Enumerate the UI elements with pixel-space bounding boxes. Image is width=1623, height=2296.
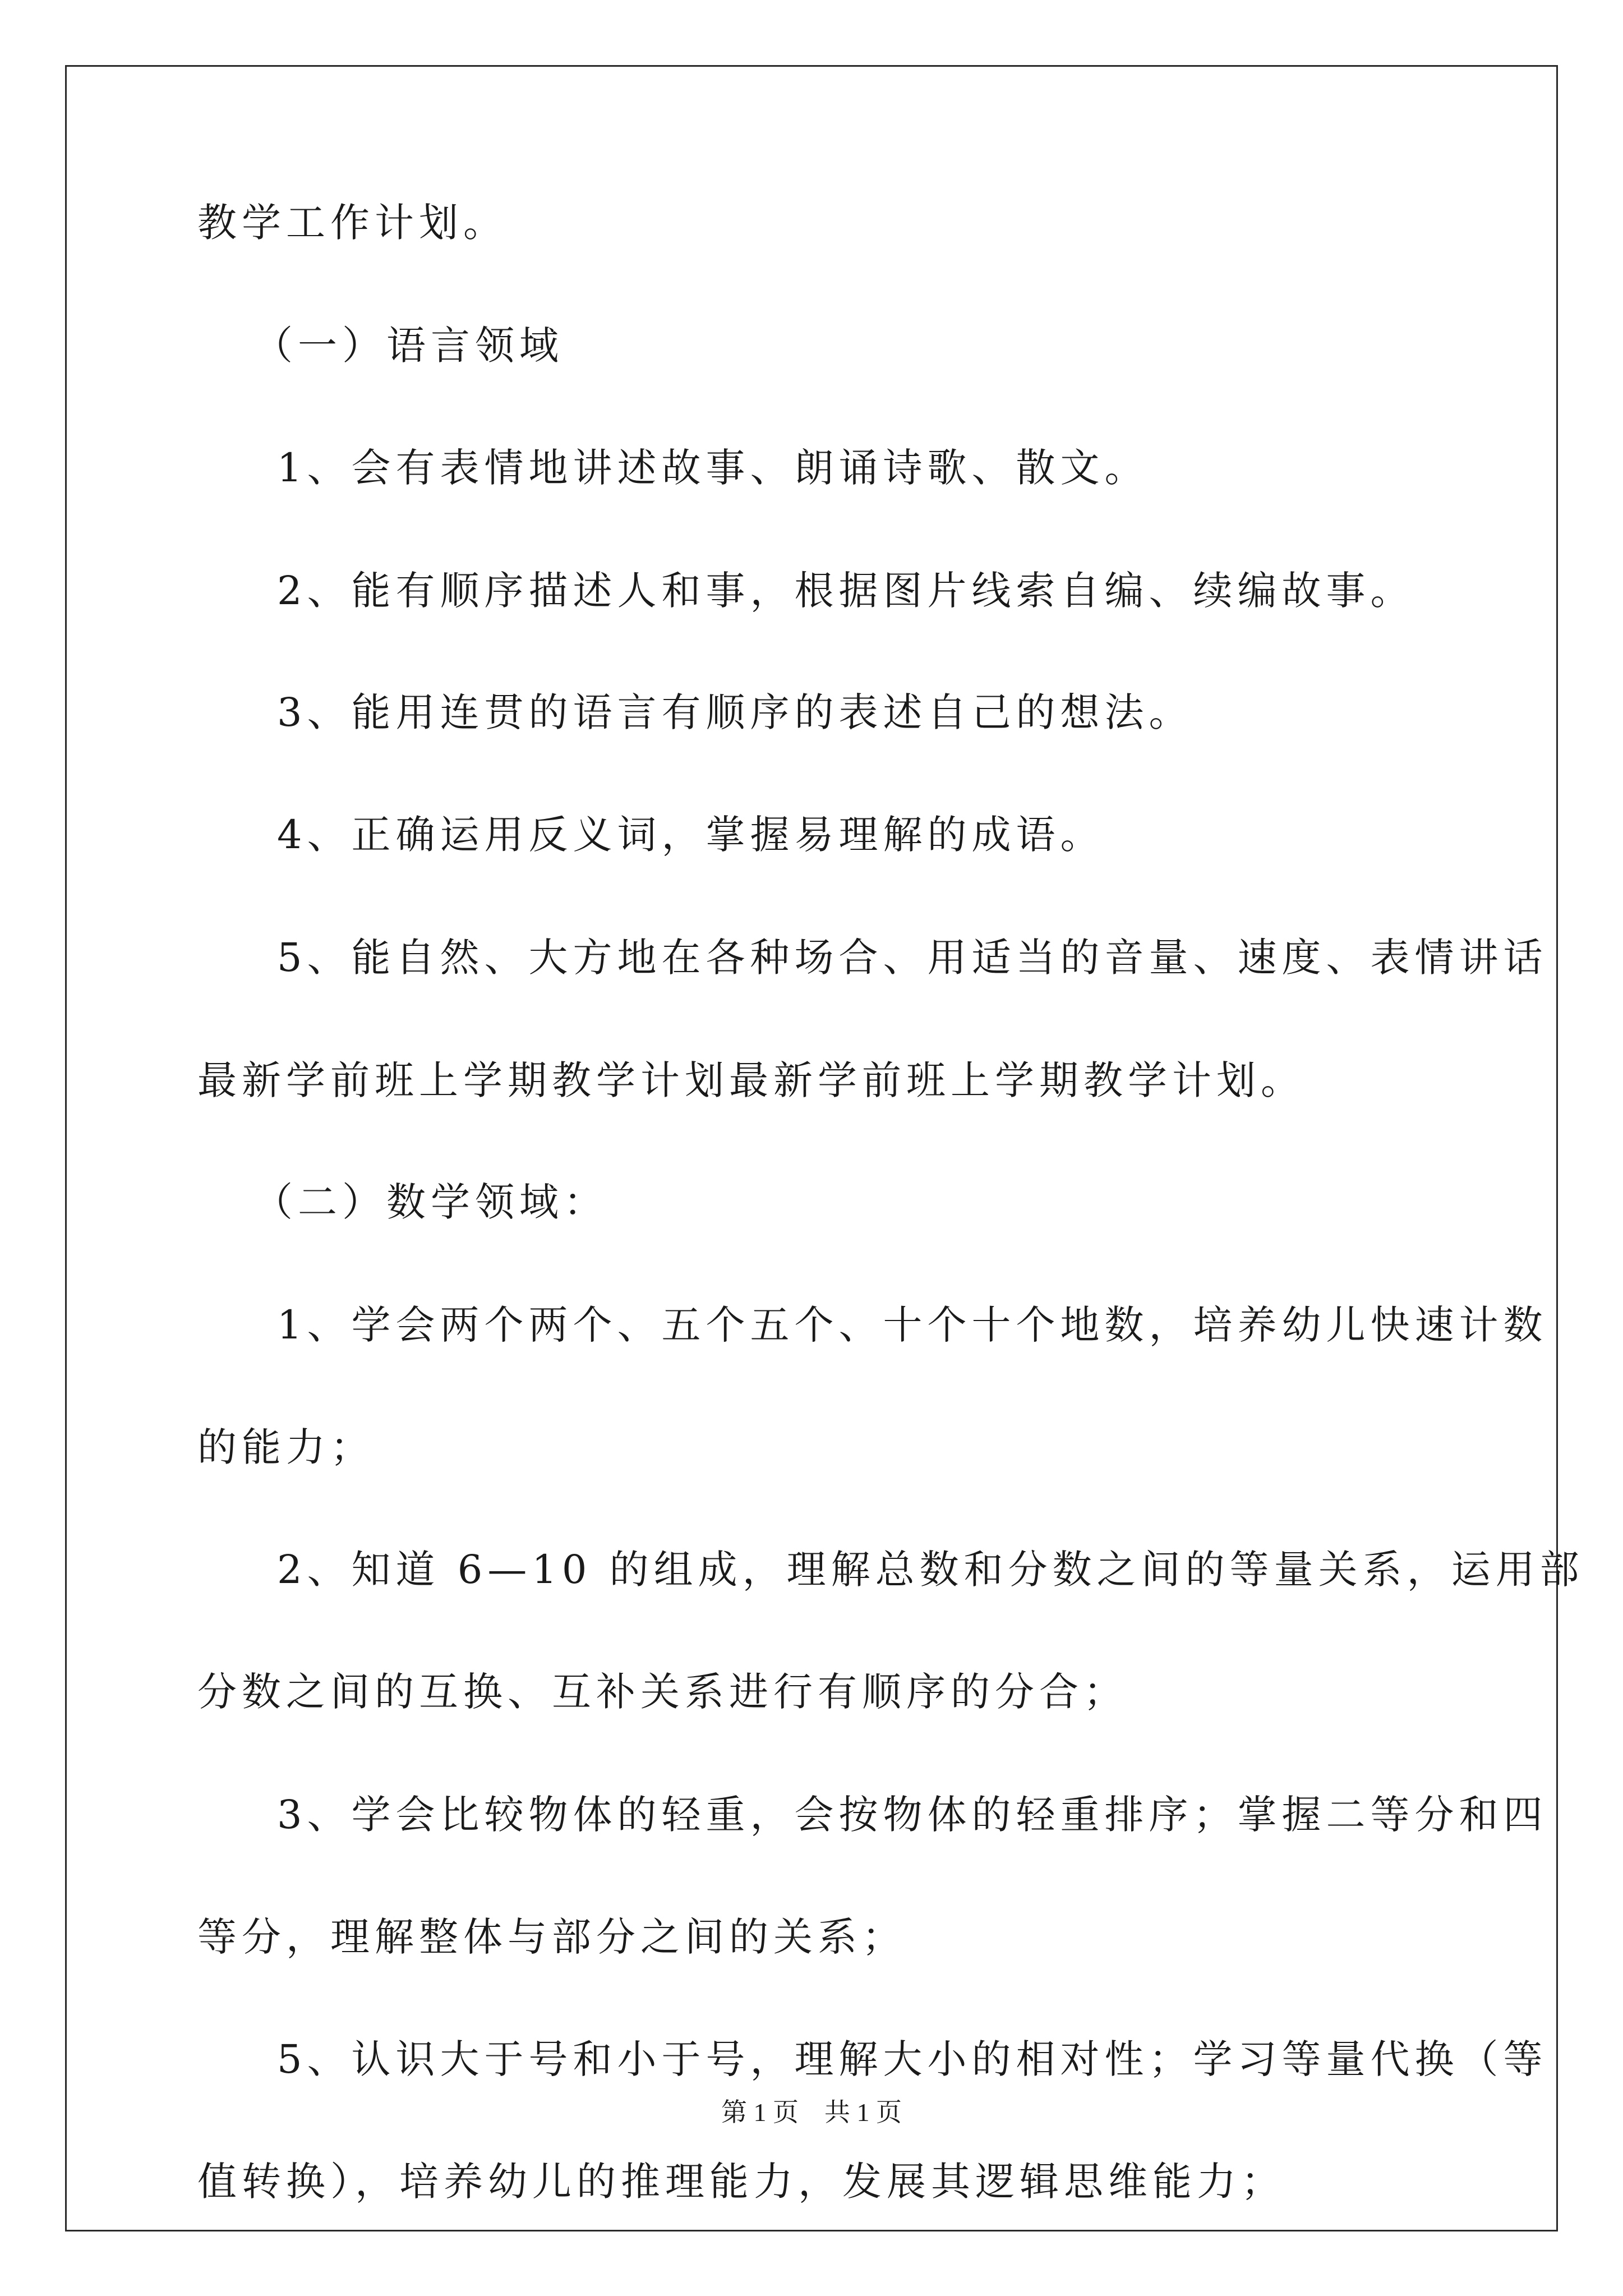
paragraph-line: 教学工作计划。 (197, 200, 508, 246)
list-item: 1、会有表情地讲述故事、朗诵诗歌、散文。 (277, 445, 1149, 491)
paragraph-line: 最新学前班上学期教学计划最新学前班上学期教学计划。 (197, 1057, 1305, 1103)
section-heading: （二）数学领域： (253, 1179, 608, 1225)
paragraph-line: 值转换），培养幼儿的推理能力，发展其逻辑思维能力； (197, 2159, 1285, 2205)
page-border (65, 65, 1558, 2231)
page-number: 第 1 页 共 1 页 (721, 2098, 902, 2127)
paragraph-line: 分数之间的互换、互补关系进行有顺序的分合； (197, 1669, 1128, 1715)
list-item: 3、学会比较物体的轻重，会按物体的轻重排序；掌握二等分和四 (277, 1792, 1548, 1838)
list-item: 2、能有顺序描述人和事，根据图片线索自编、续编故事。 (277, 568, 1415, 614)
paragraph-line: 等分，理解整体与部分之间的关系； (197, 1914, 906, 1960)
list-item: 5、认识大于号和小于号，理解大小的相对性；学习等量代换（等 (277, 2036, 1548, 2082)
list-item: 1、学会两个两个、五个五个、十个十个地数，培养幼儿快速计数 (277, 1302, 1548, 1348)
list-item: 2、知道 6—10 的组成，理解总数和分数之间的等量关系，运用部 (277, 1547, 1584, 1593)
section-heading: （一）语言领域 (253, 323, 564, 369)
paragraph-line: 的能力； (197, 1424, 375, 1470)
list-item: 3、能用连贯的语言有顺序的表述自己的想法。 (277, 689, 1193, 735)
list-item: 5、能自然、大方地在各种场合、用适当的音量、速度、表情讲话 (277, 935, 1548, 981)
list-item: 4、正确运用反义词，掌握易理解的成语。 (277, 812, 1105, 858)
